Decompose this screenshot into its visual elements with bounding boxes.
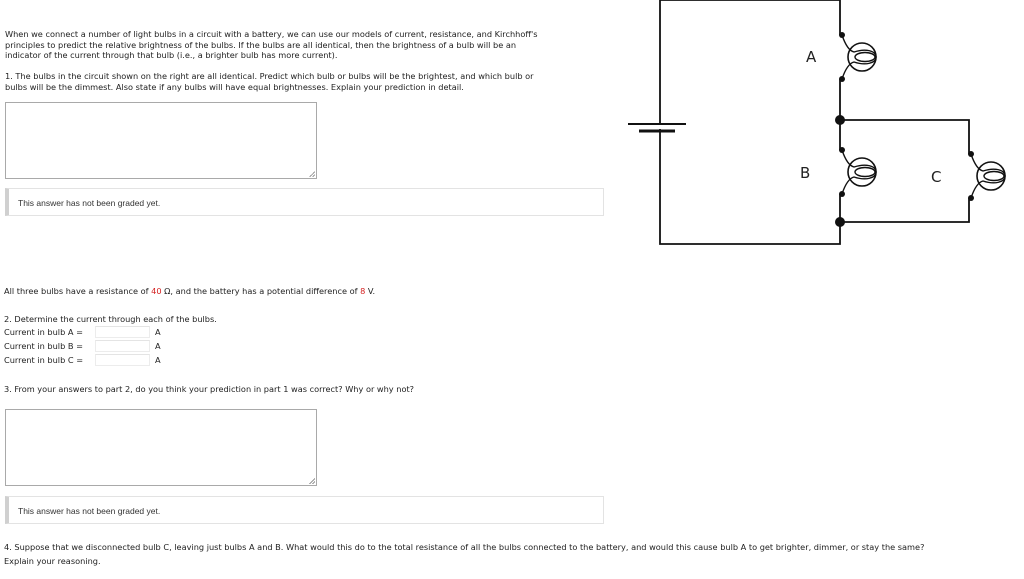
question-3-prompt: 3. From your answers to part 2, do you think your prediction in part 1 was correct? Why or why not? (4, 384, 415, 394)
grade-status-bar-1 (5, 188, 604, 216)
question-1-line-2: bulbs will be the dimmest. Also state if any bulbs will have equal brightnesses. Explain your prediction in detail. (5, 81, 464, 92)
bulb-c-icon (965, 151, 1005, 201)
given-values-text (4, 286, 375, 297)
question-1-answer-textarea[interactable] (5, 102, 317, 179)
junction-dot-top (835, 115, 845, 125)
resize-grip-icon[interactable] (309, 478, 315, 484)
current-label-c: Current in bulb C = (4, 355, 84, 365)
junction-dot-bottom (835, 217, 845, 227)
intro-line-1: When we connect a number of light bulbs in a circuit with a battery, we can use our models of current, resistance, and Kirchhoff's (5, 29, 538, 39)
question-4-line-1: 4. Suppose that we disconnected bulb C, leaving just bulbs A and B. What would this do to the total resistance of all the bulbs connected to the battery, and would this cause bulb A to get brighter, dimmer, or stay the same? (4, 542, 925, 552)
current-unit-c: A (155, 355, 161, 365)
intro-line-2: principles to predict the relative brightness of the bulbs. If the bulbs are all identical, then the brightness of a bulb will be an (5, 39, 517, 50)
current-unit-b: A (155, 341, 161, 351)
current-label-a: Current in bulb A = (4, 327, 83, 337)
question-4-text (4, 542, 1020, 566)
battery-icon (628, 124, 686, 131)
bulb-a-icon (836, 32, 876, 82)
given-prefix: All three bulbs have a resistance of (4, 286, 152, 296)
resistance-value: 40 (151, 286, 162, 296)
wire-outer-loop (660, 0, 840, 244)
resistance-unit: Ω, and the battery has a potential difference of (161, 286, 361, 296)
bulb-c-label: C (931, 168, 942, 186)
current-input-a[interactable] (95, 326, 150, 338)
question-1-line-1: 1. The bulbs in the circuit shown on the right are all identical. Predict which bulb or bulbs will be the brightest, and which bulb or (5, 71, 534, 81)
bulb-a-label: A (806, 48, 817, 66)
voltage-unit: V. (365, 286, 376, 296)
question-1-text (5, 71, 534, 92)
bulb-b-label: B (800, 164, 811, 182)
resize-grip-icon[interactable] (309, 171, 315, 177)
bulb-b-icon (836, 147, 876, 197)
question-3-answer-textarea[interactable] (5, 409, 317, 486)
grade-status-text-2: This answer has not been graded yet. (18, 506, 161, 516)
question-2-prompt: 2. Determine the current through each of the bulbs. (4, 314, 217, 324)
grade-status-bar-2 (5, 496, 604, 524)
intro-text (5, 29, 538, 61)
current-label-b: Current in bulb B = (4, 341, 83, 351)
grade-status-text-1: This answer has not been graded yet. (18, 198, 161, 208)
circuit-diagram (620, 0, 1024, 260)
current-unit-a: A (155, 327, 161, 337)
current-input-c[interactable] (95, 354, 150, 366)
question-4-line-2: Explain your reasoning. (4, 555, 101, 566)
current-input-b[interactable] (95, 340, 150, 352)
voltage-value: 8 (360, 286, 366, 296)
intro-line-3: indicator of the current through that bulb (i.e., a brighter bulb has more current). (5, 50, 338, 60)
